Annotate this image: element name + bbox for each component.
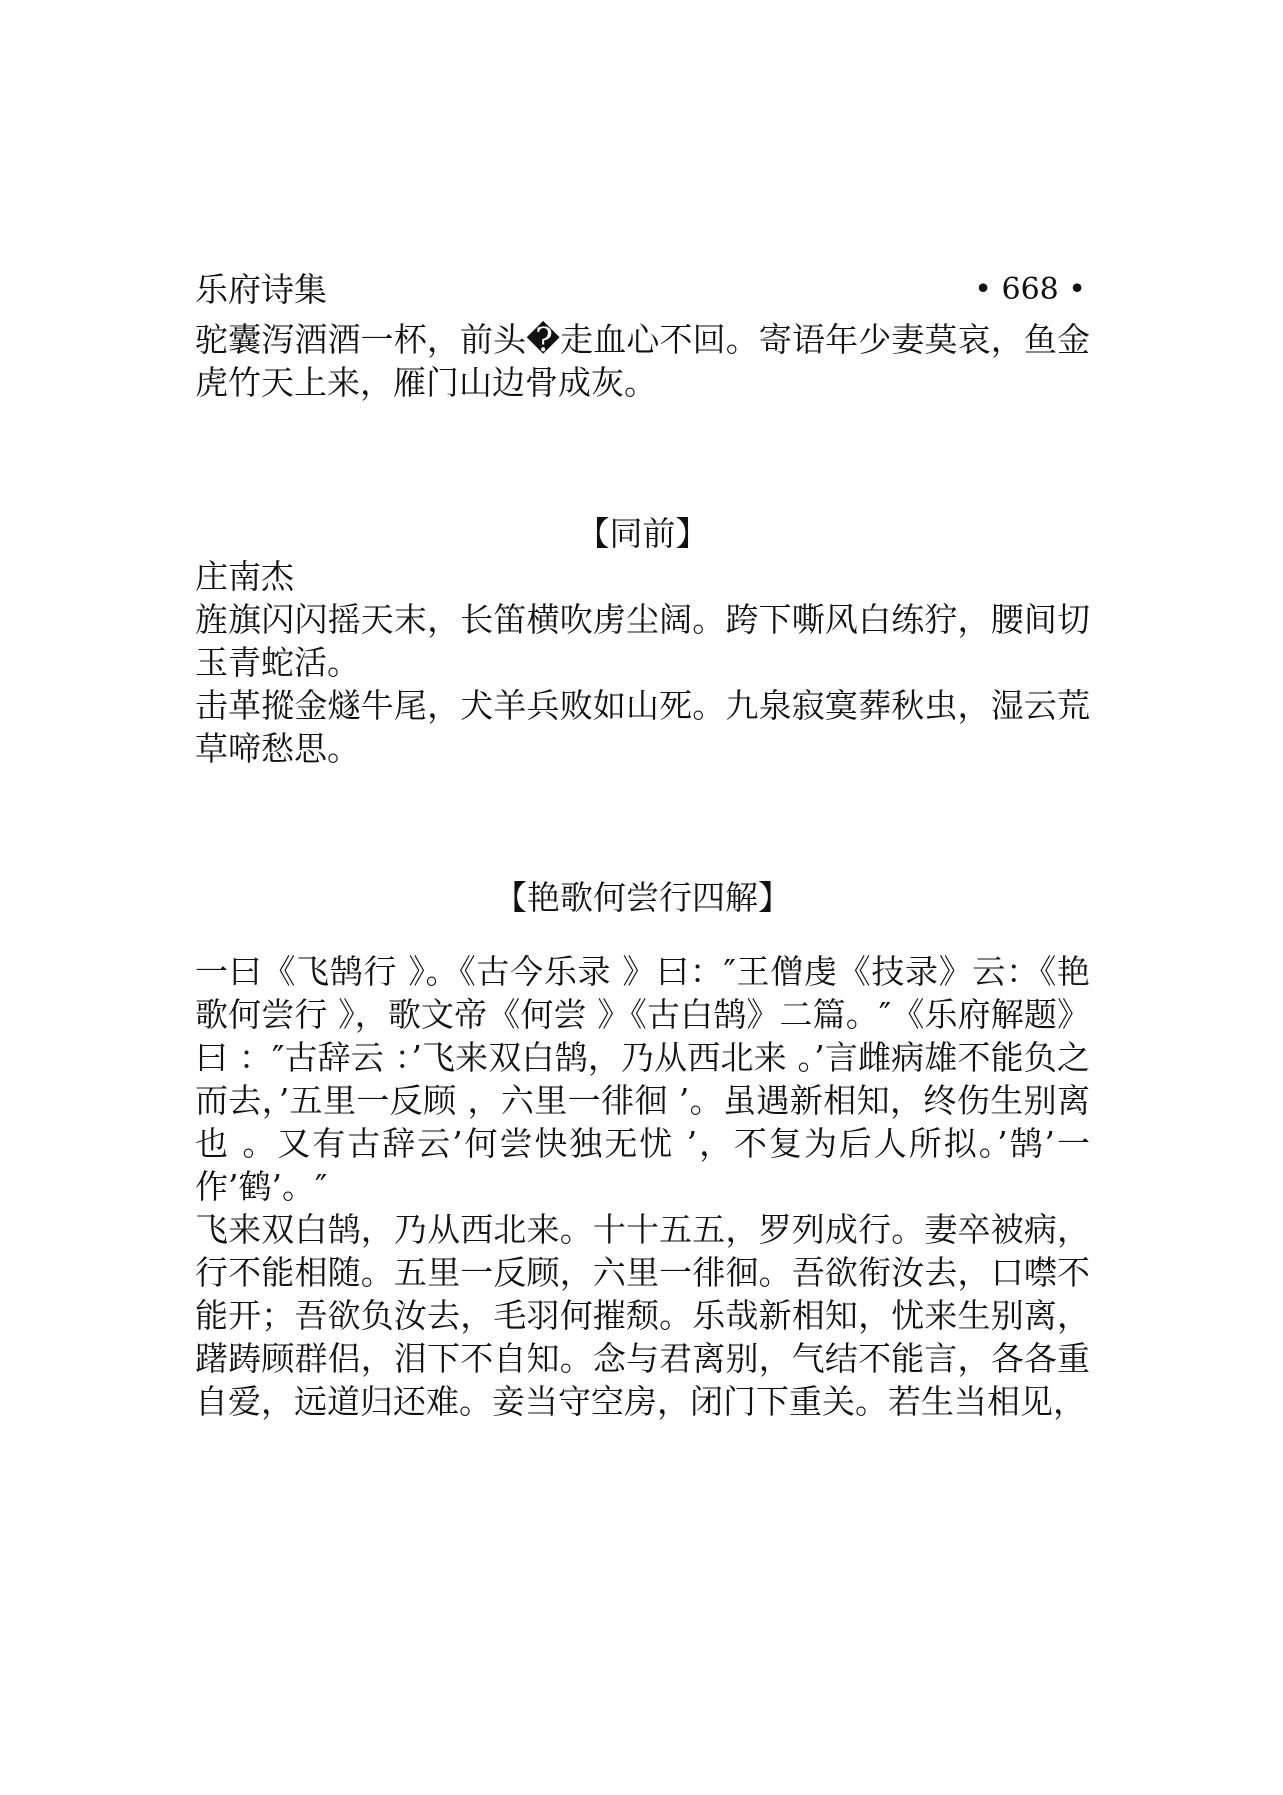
section-title-tongqian: 【同前】	[576, 514, 709, 553]
section-title-yange: 【艳歌何尝行四解】	[494, 878, 791, 917]
book-title: 乐府诗集	[195, 270, 327, 309]
page-number: • 668 •	[974, 272, 1086, 307]
poem-body: 飞来双白鹄，乃从西北来。十十五五，罗列成行。妻卒被病，行不能相随。五里一反顾，六里一徘徊。吾欲衔汝去，口噤不能开；吾欲负汝去，毛羽何摧颓。乐哉新相知，忧来生别离，躇踌顾群侣，泪下不自知。念与君离别，气结不能言，各各重自爱，远道归还难。妾当守空房，闭门下重关。若生当相见，	[195, 1210, 1090, 1421]
preface-paragraph: 一曰《飞鹄行 》。《古今乐录 》曰：″王僧虔《技录》云：《艳歌何尝行 》，歌文帝《何尝 》《古白鹄》二篇。″《乐府解题》曰 ：″古辞云 ：’飞来双白鹄，乃从西北来 。’言雌病雄不能负之而去，’五里一反顾 ，六里一徘徊 ’。虽遇新相知，终伤生别离也 。又有古辞云’何尝快独无忧 ’，不复为后人所拟。’鹄’一作’鹤’。″	[195, 952, 1090, 1206]
poem-stanza-1: 旌旗闪闪摇天末，长笛横吹虏尘阔。跨下嘶风白练狞，腰间切玉青蛇活。	[195, 600, 1090, 682]
poem-continuation: 驼囊泻酒酒一杯，前头�走血心不回。寄语年少妻莫哀，鱼金虎竹天上来，雁门山边骨成灰。	[195, 320, 1090, 402]
author-name: 庄南杰	[195, 557, 294, 596]
poem-stanza-2: 击革摐金燧牛尾，犬羊兵败如山死。九泉寂寞葬秋虫，湿云荒草啼愁思。	[195, 686, 1090, 768]
